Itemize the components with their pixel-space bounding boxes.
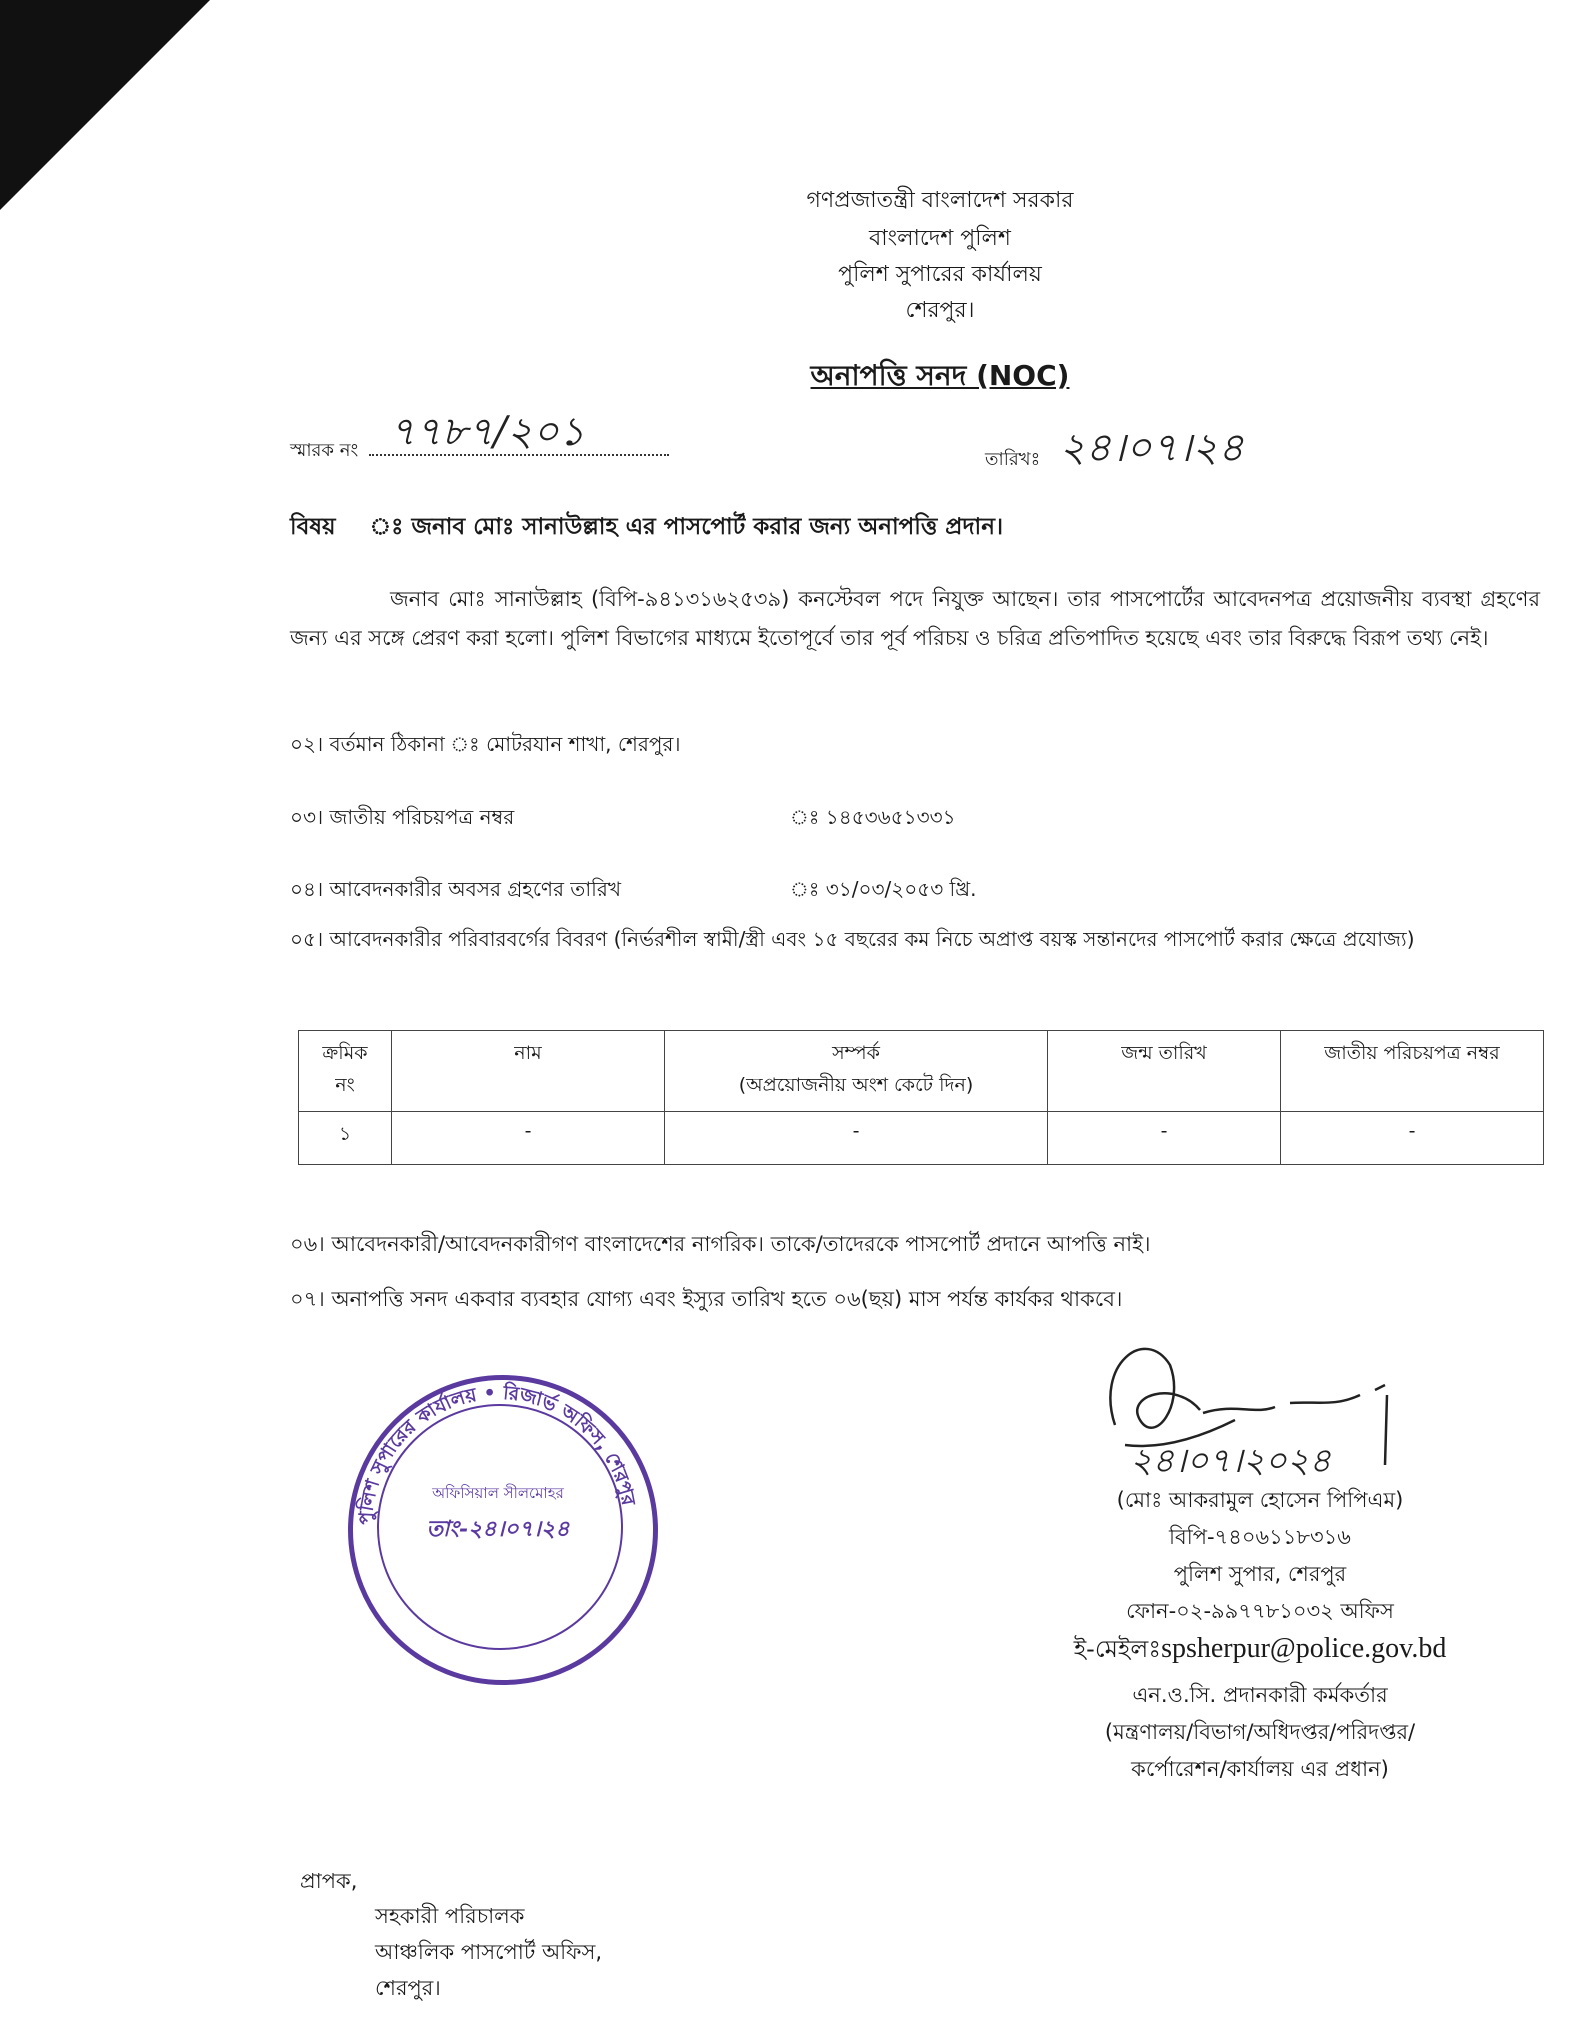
subject-label: বিষয় bbox=[290, 514, 336, 540]
scan-corner-fold bbox=[0, 0, 210, 210]
subject-line bbox=[290, 508, 1003, 547]
table-header-row bbox=[299, 1031, 1544, 1112]
col-relation: সম্পর্ক (অপ্রয়োজনীয় অংশ কেটে দিন) bbox=[665, 1031, 1048, 1112]
date-field bbox=[985, 420, 1244, 487]
seal-label: অফিসিয়াল সীলমোহর bbox=[432, 1484, 564, 1502]
signatory-bp: বিপি-৭৪০৬১১৮৩১৬ bbox=[1169, 1525, 1351, 1549]
recipient-label: প্রাপক, bbox=[300, 1869, 358, 1893]
cell-dob: - bbox=[1048, 1112, 1281, 1165]
retirement-label: ০৪। আবেদনকারীর অবসর গ্রহণের তারিখ bbox=[290, 877, 621, 901]
document-title: অনাপত্তি সনদ (NOC) bbox=[810, 359, 1070, 392]
col-dob: জন্ম তারিখ bbox=[1048, 1031, 1281, 1112]
memo-label: স্মারক নং bbox=[290, 440, 359, 461]
header-police: বাংলাদেশ পুলিশ bbox=[869, 226, 1011, 251]
col-serial: ক্রমিক নং bbox=[299, 1031, 392, 1112]
recipient-line-2: আঞ্চলিক পাসপোর্ট অফিস, bbox=[375, 1940, 603, 1964]
signature-date: ২৪।০৭।২০২৪ bbox=[1130, 1441, 1332, 1481]
table-row bbox=[299, 1112, 1544, 1165]
signatory-name: (মোঃ আকরামুল হোসেন পিপিএম) bbox=[1116, 1488, 1404, 1512]
seal-date: তাং-২৪।০৭।২৪ bbox=[426, 1516, 570, 1542]
item-address: ০২। বর্তমান ঠিকানা ঃ মোটরযান শাখা, শেরপুর। bbox=[290, 732, 681, 756]
nid-value: ঃ ১৪৫৩৬৫১৩৩১ bbox=[790, 805, 956, 829]
header-office: পুলিশ সুপারের কার্যালয় bbox=[838, 262, 1042, 287]
official-seal bbox=[348, 1375, 658, 1685]
item-family-details: ০৫। আবেদনকারীর পরিবারবর্গের বিবরণ (নির্ভরশীল স্বামী/স্ত্রী এবং ১৫ বছরের কম নিচে অপ্রাপ্ত বয়স্ক সন্তানদের পাসপোর্ট করার ক্ষেত্রে প্রযোজ্য) bbox=[290, 927, 1415, 951]
cell-serial: ১ bbox=[299, 1112, 392, 1165]
svg-text:পুলিশ সুপারের কার্যালয় • রিজা: পুলিশ সুপারের কার্যালয় • রিজার্ভ অফিস, শেরপুর bbox=[354, 1381, 640, 1526]
item-retirement bbox=[290, 875, 977, 908]
family-table bbox=[298, 1030, 1544, 1165]
subject-text: ঃ জনাব মোঃ সানাউল্লাহ এর পাসপোর্ট করার জন্য অনাপত্তি প্রদান। bbox=[369, 514, 1004, 540]
date-label: তারিখঃ bbox=[985, 449, 1041, 470]
header-district: শেরপুর। bbox=[905, 298, 975, 323]
signatory-phone: ফোন-০২-৯৯৭৭৮১০৩২ অফিস bbox=[1126, 1599, 1394, 1623]
signatory-role-1: এন.ও.সি. প্রদানকারী কর্মকর্তার bbox=[1132, 1683, 1388, 1707]
retirement-value: ঃ ৩১/০৩/২০৫৩ খ্রি. bbox=[790, 877, 977, 901]
item-citizenship: ০৬। আবেদনকারী/আবেদনকারীগণ বাংলাদেশের নাগরিক। তাকে/তাদেরকে পাসপোর্ট প্রদানে আপত্তি নাই। bbox=[290, 1232, 1151, 1256]
cell-nid: - bbox=[1281, 1112, 1544, 1165]
cell-name: - bbox=[392, 1112, 665, 1165]
signatory-email: ই-মেইলঃspsherpur@police.gov.bd bbox=[1073, 1633, 1447, 1664]
item-validity: ০৭। অনাপত্তি সনদ একবার ব্যবহার যোগ্য এবং ইস্যুর তারিখ হতে ০৬(ছয়) মাস পর্যন্ত কার্যকর থাকবে। bbox=[290, 1287, 1123, 1311]
col-nid: জাতীয় পরিচয়পত্র নম্বর bbox=[1281, 1031, 1544, 1112]
cell-relation: - bbox=[665, 1112, 1048, 1165]
signatory-designation: পুলিশ সুপার, শেরপুর bbox=[1173, 1562, 1347, 1586]
memo-number bbox=[290, 409, 669, 467]
header-government: গণপ্রজাতন্ত্রী বাংলাদেশ সরকার bbox=[806, 188, 1074, 213]
col-name: নাম bbox=[392, 1031, 665, 1112]
nid-label: ০৩। জাতীয় পরিচয়পত্র নম্বর bbox=[290, 805, 515, 829]
recipient-line-3: শেরপুর। bbox=[375, 1976, 441, 2000]
date-value: ২৪।০৭।২৪ bbox=[1059, 425, 1244, 471]
signatory-role-2: (মন্ত্রণালয়/বিভাগ/অধিদপ্তর/পরিদপ্তর/ bbox=[1104, 1720, 1416, 1744]
signatory-role-3: কর্পোরেশন/কার্যালয় এর প্রধান) bbox=[1131, 1757, 1389, 1781]
item-nid bbox=[290, 803, 956, 836]
recipient-line-1: সহকারী পরিচালক bbox=[375, 1904, 525, 1928]
memo-value: ৭৭৮৭/২০১ bbox=[389, 409, 585, 455]
body-paragraph: জনাব মোঃ সানাউল্লাহ (বিপি-৯৪১৩১৬২৫৩৯) কনস্টেবল পদে নিযুক্ত আছেন। তার পাসপোর্টের আবেদনপত্র প্রয়োজনীয় ব্যবস্থা গ্রহণের জন্য এর সঙ্গে প্রেরণ করা হলো। পুলিশ বিভাগের মাধ্যমে ইতোপূর্বে তার পূর্ব পরিচয় ও চরিত্র প্রতিপাদিত হয়েছে এবং তার বিরুদ্ধে বিরূপ তথ্য নেই। bbox=[290, 587, 1540, 650]
